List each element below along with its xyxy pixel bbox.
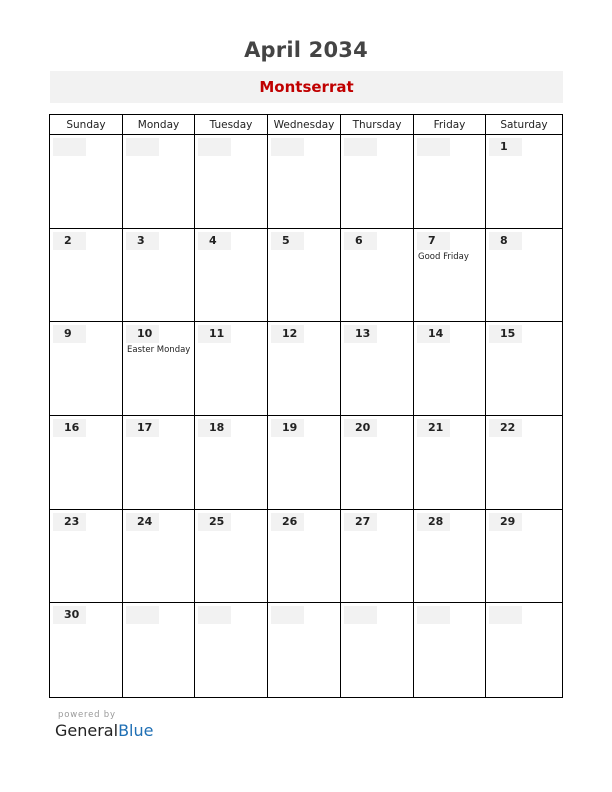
day-number: 24 xyxy=(126,513,159,531)
calendar-day-cell xyxy=(195,603,268,697)
calendar-day-cell xyxy=(195,510,268,604)
day-number: 3 xyxy=(126,232,159,250)
day-number xyxy=(489,606,522,624)
day-number xyxy=(198,606,231,624)
calendar-day-cell xyxy=(341,416,414,510)
day-number: 12 xyxy=(271,325,304,343)
country-name: Montserrat xyxy=(259,78,354,96)
calendar-day-cell xyxy=(50,416,123,510)
day-number: 2 xyxy=(53,232,86,250)
calendar-day-cell xyxy=(486,322,562,416)
day-number: 17 xyxy=(126,419,159,437)
day-number xyxy=(53,138,86,156)
calendar-day-cell xyxy=(486,416,562,510)
day-number xyxy=(271,606,304,624)
calendar-day-cell xyxy=(414,229,486,323)
day-number: 8 xyxy=(489,232,522,250)
weekday-header-tuesday: Tuesday xyxy=(195,115,268,135)
brand-blue-text: Blue xyxy=(118,721,154,740)
calendar-day-cell xyxy=(414,510,486,604)
calendar-day-cell xyxy=(50,229,123,323)
calendar-day-cell xyxy=(50,603,123,697)
holiday-label: Good Friday xyxy=(418,251,469,262)
day-number xyxy=(126,138,159,156)
brand-logo[interactable] xyxy=(55,721,153,740)
calendar-day-cell xyxy=(195,229,268,323)
calendar-day-cell xyxy=(341,603,414,697)
calendar-day-cell xyxy=(268,510,341,604)
day-number xyxy=(126,606,159,624)
calendar-day-cell xyxy=(50,135,123,229)
holiday-label: Easter Monday xyxy=(127,345,191,356)
calendar-day-cell xyxy=(341,135,414,229)
day-number: 13 xyxy=(344,325,377,343)
weekday-header-friday: Friday xyxy=(414,115,486,135)
day-number: 20 xyxy=(344,419,377,437)
day-number: 25 xyxy=(198,513,231,531)
day-number xyxy=(344,606,377,624)
calendar-day-cell xyxy=(195,416,268,510)
calendar-day-cell xyxy=(195,322,268,416)
day-number: 29 xyxy=(489,513,522,531)
day-number xyxy=(198,138,231,156)
calendar-day-cell xyxy=(123,510,195,604)
calendar-day-cell xyxy=(486,229,562,323)
day-number xyxy=(271,138,304,156)
calendar-day-cell xyxy=(414,416,486,510)
brand-general-text: General xyxy=(55,721,119,740)
calendar-grid xyxy=(49,114,563,698)
day-number: 9 xyxy=(53,325,86,343)
day-number: 28 xyxy=(417,513,450,531)
calendar-day-cell xyxy=(268,603,341,697)
calendar-day-cell xyxy=(123,135,195,229)
day-number: 1 xyxy=(489,138,522,156)
calendar-day-cell xyxy=(414,135,486,229)
calendar-day-cell xyxy=(50,322,123,416)
weekday-header-monday: Monday xyxy=(123,115,195,135)
day-number: 27 xyxy=(344,513,377,531)
day-number: 15 xyxy=(489,325,522,343)
calendar-day-cell xyxy=(123,416,195,510)
calendar-day-cell xyxy=(123,322,195,416)
page-title: April 2034 xyxy=(244,38,368,62)
calendar-day-cell xyxy=(50,510,123,604)
calendar-day-cell xyxy=(195,135,268,229)
calendar-day-cell xyxy=(486,603,562,697)
day-number: 11 xyxy=(198,325,231,343)
weekday-header-saturday: Saturday xyxy=(486,115,562,135)
weekday-header-thursday: Thursday xyxy=(341,115,414,135)
day-number: 14 xyxy=(417,325,450,343)
day-number xyxy=(344,138,377,156)
calendar-day-cell xyxy=(268,135,341,229)
calendar-day-cell xyxy=(341,322,414,416)
weekday-header-sunday: Sunday xyxy=(50,115,123,135)
powered-by-text: powered by xyxy=(58,710,116,720)
calendar-day-cell xyxy=(414,603,486,697)
day-number: 5 xyxy=(271,232,304,250)
calendar-day-cell xyxy=(414,322,486,416)
day-number xyxy=(417,606,450,624)
day-number: 6 xyxy=(344,232,377,250)
day-number: 7 xyxy=(417,232,450,250)
day-number: 16 xyxy=(53,419,86,437)
day-number: 4 xyxy=(198,232,231,250)
calendar-day-cell xyxy=(268,416,341,510)
day-number: 21 xyxy=(417,419,450,437)
calendar-day-cell xyxy=(486,510,562,604)
day-number: 22 xyxy=(489,419,522,437)
calendar-day-cell xyxy=(123,229,195,323)
day-number: 23 xyxy=(53,513,86,531)
day-number: 19 xyxy=(271,419,304,437)
day-number: 10 xyxy=(126,325,159,343)
day-number: 26 xyxy=(271,513,304,531)
day-number: 18 xyxy=(198,419,231,437)
calendar-day-cell xyxy=(268,229,341,323)
calendar-day-cell xyxy=(341,510,414,604)
day-number xyxy=(417,138,450,156)
calendar-day-cell xyxy=(341,229,414,323)
country-banner xyxy=(50,71,563,103)
day-number: 30 xyxy=(53,606,86,624)
calendar-day-cell xyxy=(123,603,195,697)
weekday-header-wednesday: Wednesday xyxy=(268,115,341,135)
calendar-day-cell xyxy=(486,135,562,229)
calendar-day-cell xyxy=(268,322,341,416)
